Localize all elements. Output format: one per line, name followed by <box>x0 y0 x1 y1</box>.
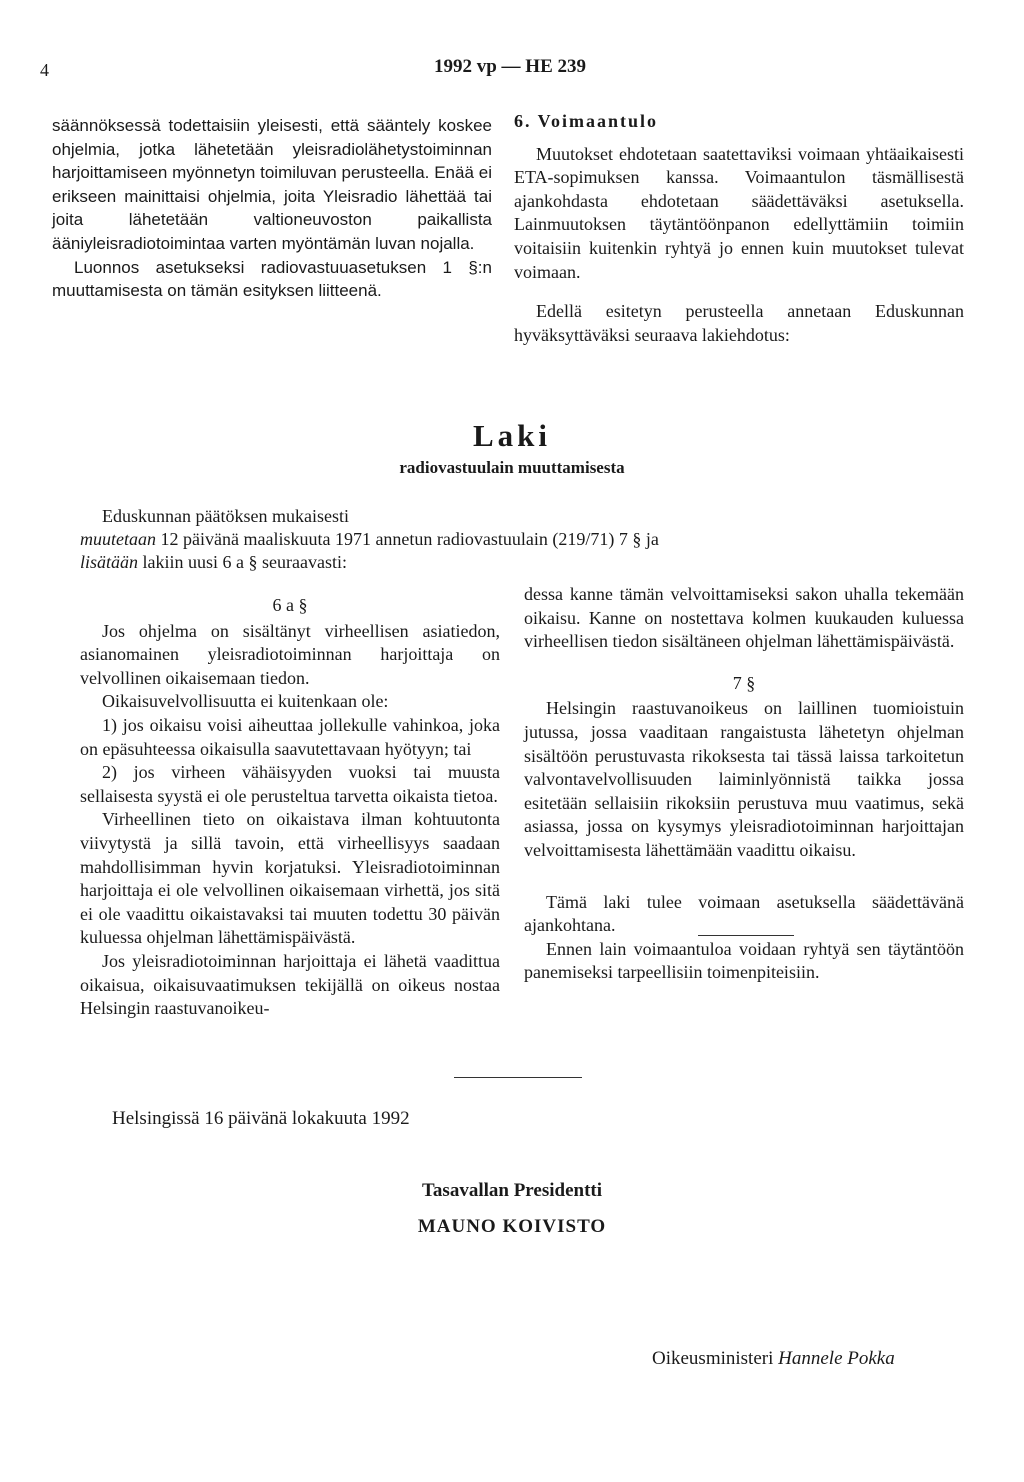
president-title: Tasavallan Presidentti <box>422 1180 602 1201</box>
intro-paragraph: Muutokset ehdotetaan saatettaviksi voimaan yhtäaikaisesti ETA-sopimuksen kanssa. Voimaantulon täsmällisestä ajankohdasta ehdotetaan säädettäväksi asetuksella. Lainmuutoksen täytäntöönpanon edellyttämiin toimiin voitaisiin kuitenkin ryhtyä jo ennen kuin muutokset tulevat voimaan. <box>514 143 964 282</box>
preamble-em: muutetaan <box>80 529 156 549</box>
law-paragraph: Virheellinen tieto on oikaistava ilman kohtuutonta viivytystä ja sillä tavoin, että virheellisyys saadaan mahdollisimman hyvin korjatuksi. Yleisradiotoiminnan harjoittaja ei ole velvollinen oikaisemaan virhettä, jos sitä ei ole vaadittu oikaistavaksi tai muuten todettu 30 päivän kuluessa ohjelman lähettämispäivästä. <box>80 809 500 948</box>
law-paragraph: Jos ohjelma on sisältänyt virheellisen asiatiedon, asianomainen yleisradiotoiminnan harjoittaja on velvollinen oikaisemaan tiedon. <box>80 620 500 688</box>
law-paragraph: 2) jos virheen vähäisyyden vuoksi tai muusta sellaisesta syystä ei ole perusteltua tarvetta oikaista tietoa. <box>80 762 500 806</box>
section-6a-heading: 6 a § <box>272 595 308 615</box>
preamble-line <box>80 551 940 574</box>
law-paragraph: Jos yleisradiotoiminnan harjoittaja ei lähetä vaadittua oikaisua, oikaisuvaatimuksen tekijällä on oikeus nostaa Helsingin raastuvanoikeu- <box>80 950 500 1019</box>
law-paragraph: Helsingin raastuvanoikeus on laillinen tuomioistuin jutussa, jossa vaaditaan rangaistusta lähetetyn ohjelman sisältöön perustuvasta rikoksesta tai tässä laissa tarkoitetun valvontavelvollisuuden laiminlyönnistä taikka jossa esitetään sellaisiin rikoksiin perustuva muu vaatimus, sekä asiassa, jossa on kysymys yleisradiotoiminnan harjoittajan velvoittamisesta lähettämään vaadittu oikaisu. <box>524 698 964 860</box>
law-preamble <box>80 505 940 574</box>
intro-paragraph: Luonnos asetukseksi radiovastuuasetuksen 1 §:n muuttamisesta on tämän esityksen liitteenä. <box>52 257 492 301</box>
law-paragraph: Oikaisuvelvollisuutta ei kuitenkaan ole: <box>102 691 389 712</box>
intro-paragraph: säännöksessä todettaisiin yleisesti, että sääntely koskee ohjelmia, jotka lähetetään yleisradiolähetystoiminnan harjoittamiseen myönnetyn toimiluvan perusteella. Enää ei erikseen mainittaisi ohjelmia, joita Yleisradio lähettää tai joita lähetetään valtioneuvoston paikallista ääniyleisradiotoimintaa varten myöntämän luvan nojalla. <box>52 116 492 253</box>
president-name: MAUNO KOIVISTO <box>417 1216 607 1237</box>
minister-name: Hannele Pokka <box>778 1348 895 1369</box>
intro-paragraph: Edellä esitetyn perusteella annetaan Eduskunnan hyväksyttäväksi seuraava lakiehdotus: <box>514 301 964 345</box>
document-header: 1992 vp — HE 239 <box>433 56 587 77</box>
page-number: 4 <box>40 60 49 80</box>
final-paragraph: Ennen lain voimaantuloa voidaan ryhtyä sen täytäntöön panemiseksi tarpeellisiin toimenpiteisiin. <box>524 938 964 983</box>
intro-right-column <box>514 110 964 347</box>
signature-date: Helsingissä 16 päivänä lokakuuta 1992 <box>112 1108 410 1129</box>
law-paragraph: 1) jos oikaisu voisi aiheuttaa jollekulle vahinkoa, joka on epäsuhteessa oikaisulla saavutettavaan hyötyyn; tai <box>80 714 500 759</box>
law-subtitle: radiovastuulain muuttamisesta <box>399 458 625 477</box>
minister-signature <box>652 1348 895 1370</box>
end-divider <box>454 1077 582 1078</box>
intro-left-column <box>52 114 492 303</box>
law-right-column <box>524 583 964 985</box>
minister-title: Oikeusministeri <box>652 1348 774 1369</box>
preamble-line <box>80 528 940 551</box>
section-divider <box>698 935 794 936</box>
law-paragraph-continued: dessa kanne tämän velvoittamiseksi sakon uhalla tekemään oikaisu. Kanne on nostettava kolmen kuukauden kuluessa virheellisen tiedon sisältäneen ohjelman lähettämispäivästä. <box>524 584 964 652</box>
law-left-column <box>80 594 500 1021</box>
section-7-heading: 7 § <box>732 672 756 693</box>
final-paragraph: Tämä laki tulee voimaan asetuksella säädettävänä ajankohtana. <box>524 891 964 936</box>
preamble-em: lisätään <box>80 552 139 572</box>
preamble-line: Eduskunnan päätöksen mukaisesti <box>102 506 349 526</box>
law-title: Laki <box>472 418 552 453</box>
preamble-text: 12 päivänä maaliskuuta 1971 annetun radiovastuulain (219/71) 7 § ja <box>156 529 659 549</box>
section-title: 6. Voimaantulo <box>514 111 659 131</box>
preamble-text: lakiin uusi 6 a § seuraavasti: <box>138 552 347 572</box>
